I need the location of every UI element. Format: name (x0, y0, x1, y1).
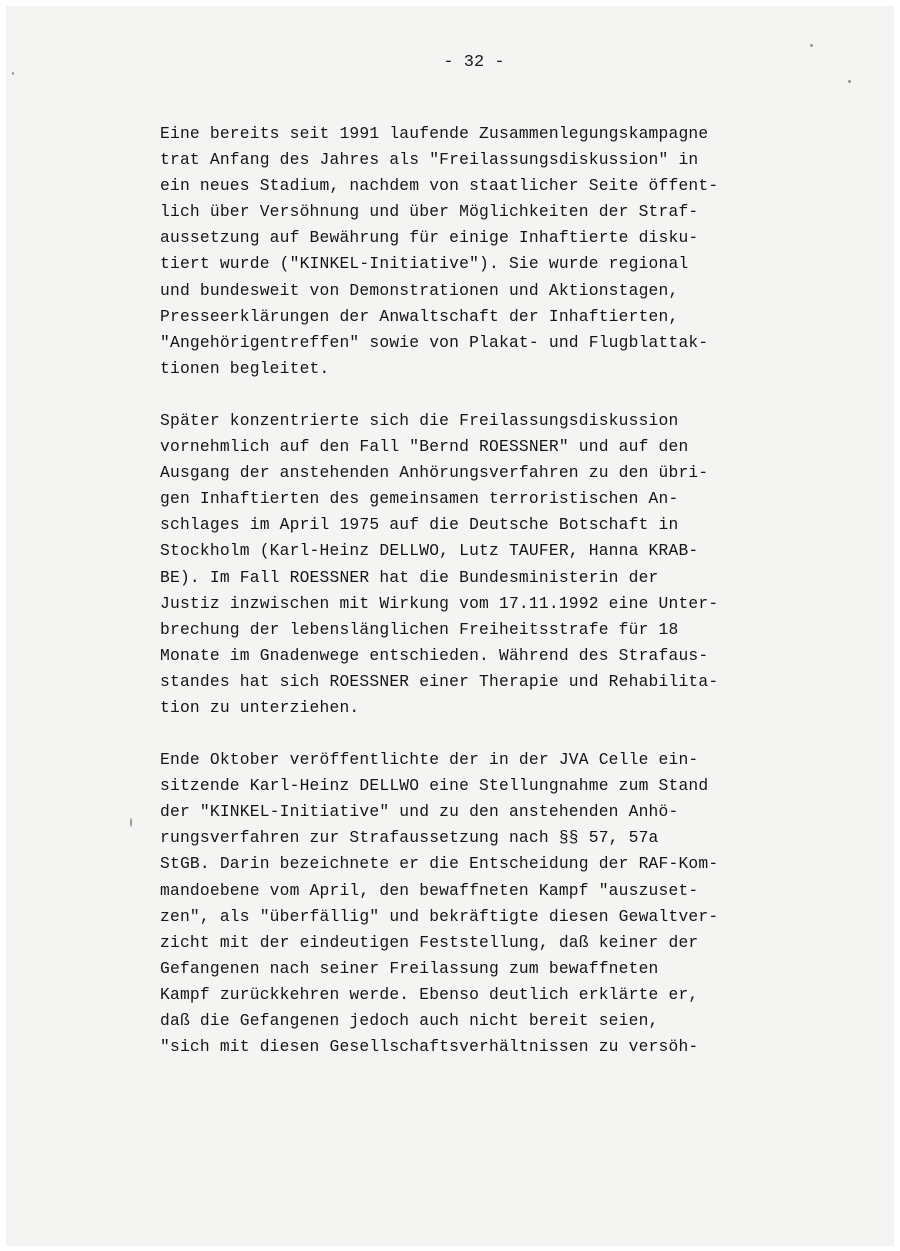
text-line: der "KINKEL-Initiative" und zu den anstehenden Anhö- (160, 802, 679, 822)
scan-speck (12, 72, 14, 75)
text-line: standes hat sich ROESSNER einer Therapie und Rehabilita- (160, 671, 719, 691)
text-line: sitzende Karl-Heinz DELLWO eine Stellungnahme zum Stand (160, 776, 709, 796)
text-line: und bundesweit von Demonstrationen und Aktionstagen, (160, 280, 679, 300)
text-line: "Angehörigentreffen" sowie von Plakat- und Flugblattak- (160, 332, 709, 352)
text-line: Später konzentrierte sich die Freilassungsdiskussion (160, 410, 679, 430)
paragraph-3 (160, 747, 800, 1060)
text-line: tionen begleitet. (160, 358, 330, 378)
text-line: zen", als "überfällig" und bekräftigte diesen Gewaltver- (160, 906, 719, 926)
text-line: StGB. Darin bezeichnete er die Entscheidung der RAF-Kom- (160, 854, 719, 874)
text-line: Presseerklärungen der Anwaltschaft der Inhaftierten, (160, 306, 679, 326)
text-line: aussetzung auf Bewährung für einige Inhaftierte disku- (160, 228, 699, 248)
text-line: lich über Versöhnung und über Möglichkeiten der Straf- (160, 202, 699, 222)
text-line: "sich mit diesen Gesellschaftsverhältnissen zu versöh- (160, 1037, 699, 1057)
body-text (160, 121, 800, 1086)
text-line: zicht mit der eindeutigen Feststellung, daß keiner der (160, 932, 699, 952)
text-line: tiert wurde ("KINKEL-Initiative"). Sie wurde regional (160, 254, 689, 274)
document-page (6, 6, 894, 1246)
text-line: Stockholm (Karl-Heinz DELLWO, Lutz TAUFER, Hanna KRAB- (160, 541, 699, 561)
paragraph-1 (160, 121, 800, 382)
paragraph-2 (160, 408, 800, 721)
text-line: Ausgang der anstehenden Anhörungsverfahren zu den übri- (160, 463, 709, 483)
scan-speck (848, 80, 851, 83)
text-line: Kampf zurückkehren werde. Ebenso deutlich erklärte er, (160, 984, 699, 1004)
text-line: Justiz inzwischen mit Wirkung vom 17.11.1992 eine Unter- (160, 593, 719, 613)
text-line: mandoebene vom April, den bewaffneten Kampf "auszuset- (160, 880, 699, 900)
text-line: tion zu unterziehen. (160, 697, 360, 717)
text-line: Gefangenen nach seiner Freilassung zum bewaffneten (160, 958, 659, 978)
text-line: Ende Oktober veröffentlichte der in der JVA Celle ein- (160, 750, 699, 770)
text-line: rungsverfahren zur Strafaussetzung nach §§ 57, 57a (160, 828, 659, 848)
text-line: gen Inhaftierten des gemeinsamen terroristischen An- (160, 489, 679, 509)
text-line: trat Anfang des Jahres als "Freilassungsdiskussion" in (160, 150, 699, 170)
page-number: - 32 - (443, 53, 505, 72)
text-line: Eine bereits seit 1991 laufende Zusammenlegungskampagne (160, 124, 709, 143)
text-line: vornehmlich auf den Fall "Bernd ROESSNER" und auf den (160, 437, 689, 457)
text-line: schlages im April 1975 auf die Deutsche Botschaft in (160, 515, 679, 535)
text-line: ein neues Stadium, nachdem von staatlicher Seite öffent- (160, 176, 719, 196)
text-line: daß die Gefangenen jedoch auch nicht bereit seien, (160, 1011, 659, 1030)
scan-speck (810, 44, 813, 47)
scan-speck (130, 818, 132, 827)
text-line: brechung der lebenslänglichen Freiheitsstrafe für 18 (160, 619, 679, 639)
text-line: BE). Im Fall ROESSNER hat die Bundesministerin der (160, 567, 659, 587)
text-line: Monate im Gnadenwege entschieden. Während des Strafaus- (160, 645, 709, 665)
